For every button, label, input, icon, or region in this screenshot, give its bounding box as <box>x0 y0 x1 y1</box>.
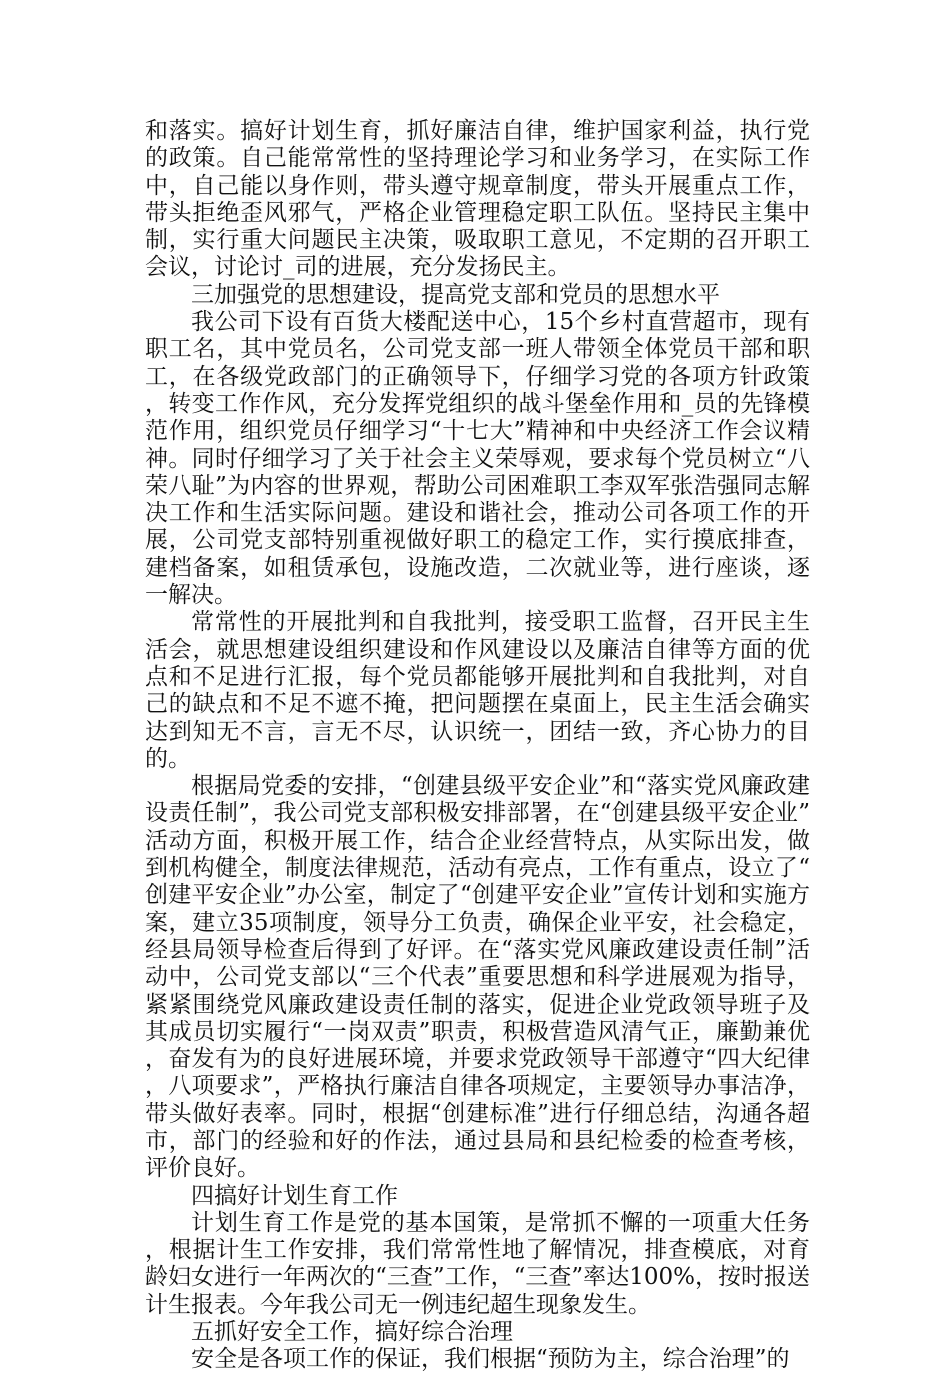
section-heading-3: 三加强党的思想建设，提高党支部和党员的思想水平 <box>191 281 720 308</box>
section-heading-4: 四搞好计划生育工作 <box>191 1182 398 1209</box>
paragraph-party-discipline: 和落实。搞好计划生育，抓好廉洁自律，维护国家利益，执行党的政策。自己能常常性的坚持理论学习和业务学习，在实际工作中，自己能以身作则，带头遵守规章制度，带头开展重点工作，带头拒绝歪风邪气，严格企业管理稳定职工队伍。坚持民主集中制，实行重大问题民主决策，吸取职工意见，不定期的召开职工会议，讨论讨_司的进展，充分发扬民主。 <box>145 118 810 281</box>
paragraph-safe-enterprise: 根据局党委的安排，“创建县级平安企业”和“落实党风廉政建设责任制”，我公司党支部积极安排部署，在“创建县级平安企业”活动方面，积极开展工作，结合企业经营特点，从实际出发，做到机构健全，制度法律规范，活动有亮点，工作有重点，设立了“创建平安企业”办公室，制定了“创建平安企业”宣传计划和实施方案，建立35项制度，领导分工负责，确保企业平安，社会稳定，经县局领导检查后得到了好评。在“落实党风廉政建设责任制”活动中，公司党支部以“三个代表”重要思想和科学进展观为指导，紧紧围绕党风廉政建设责任制的落实，促进企业党政领导班子及其成员切实履行“一岗双责”职责，积极营造风清气正，廉勤兼优，奋发有为的良好进展环境，并要求党政领导干部遵守“四大纪律，八项要求”，严格执行廉洁自律各项规定，主要领导办事洁净，带头做好表率。同时，根据“创建标准”进行仔细总结，沟通各超市，部门的经验和好的作法，通过县局和县纪检委的检查考核，评价良好。 <box>145 773 810 1182</box>
section-heading-5: 五抓好安全工作，搞好综合治理 <box>191 1319 513 1346</box>
paragraph-party-branch: 我公司下设有百货大楼配送中心，15个乡村直营超市，现有职工名，其中党员名，公司党支部一班人带领全体党员干部和职工，在各级党政部门的正确领导下，仔细学习党的各项方针政策，转变工作作风，充分发挥党组织的战斗堡垒作用和_员的先锋模范作用，组织党员仔细学习“十七大”精神和中央经济工作会议精神。同时仔细学习了关于社会主义荣辱观，要求每个党员树立“八荣八耻”为内容的世界观，帮助公司困难职工李双军张浩强同志解决工作和生活实际问题。建设和谐社会，推动公司各项工作的开展，公司党支部特别重视做好职工的稳定工作，实行摸底排查，建档备案，如租赁承包，设施改造，二次就业等，进行座谈，逐一解决。 <box>145 309 810 609</box>
paragraph-safety: 安全是各项工作的保证，我们根据“预防为主，综合治理”的 <box>191 1346 790 1373</box>
paragraph-self-criticism: 常常性的开展批判和自我批判，接受职工监督，召开民主生活会，就思想建设组织建设和作风建设以及廉洁自律等方面的优点和不足进行汇报，每个党员都能够开展批判和自我批判，对自己的缺点和不足不遮不掩，把问题摆在桌面上，民主生活会确实达到知无不言，言无不尽，认识统一，团结一致，齐心协力的目的。 <box>145 609 810 772</box>
document-page <box>145 118 810 1374</box>
paragraph-family-planning: 计划生育工作是党的基本国策，是常抓不懈的一项重大任务，根据计生工作安排，我们常常性地了解情况，排查模底，对育龄妇女进行一年两次的“三查”工作，“三查”率达100%，按时报送计生报表。今年我公司无一例违纪超生现象发生。 <box>145 1209 810 1318</box>
